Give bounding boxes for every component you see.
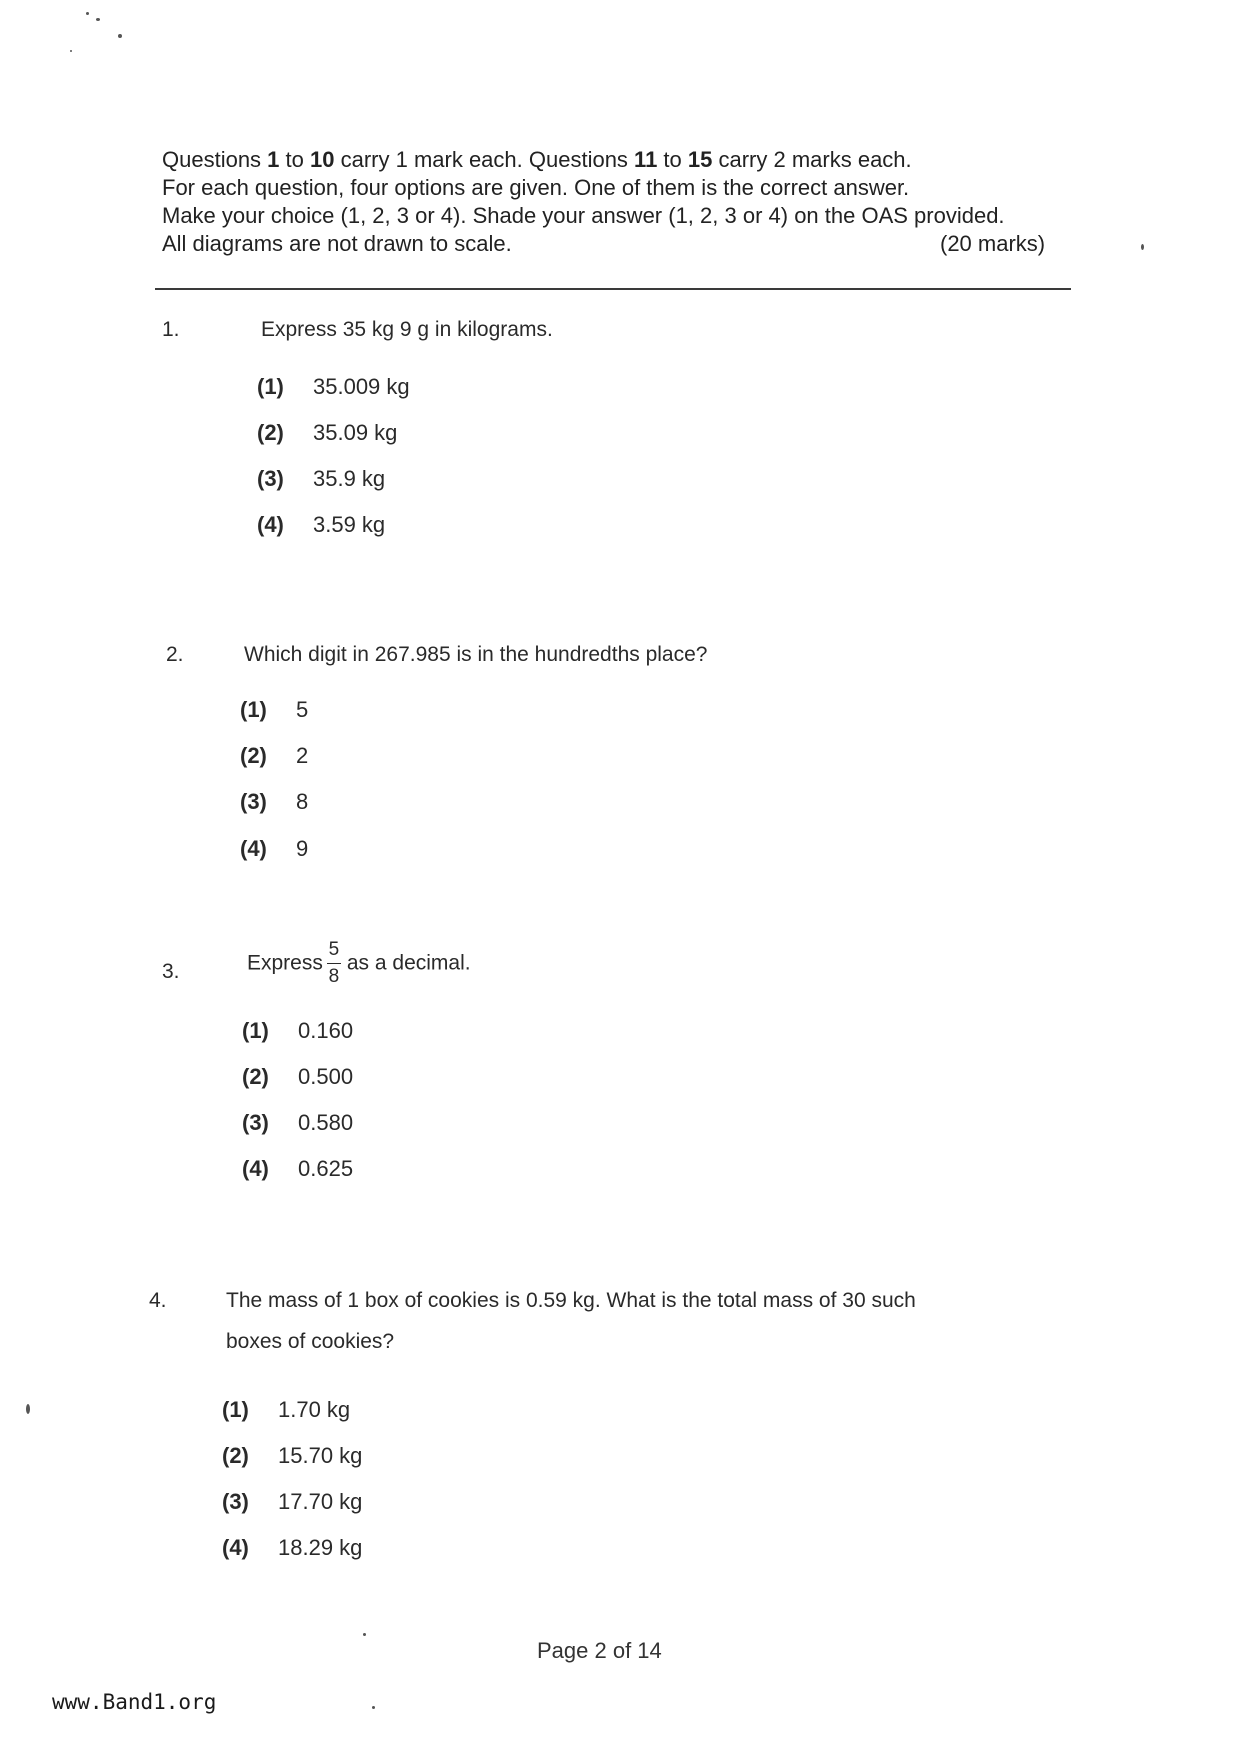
question-number: 2. (166, 643, 184, 666)
option-label: (4) (222, 1535, 249, 1560)
page-number: Page 2 of 14 (537, 1638, 662, 1663)
instr-bold: 15 (687, 147, 713, 172)
answer-option (240, 697, 308, 723)
answer-option (242, 1018, 353, 1044)
option-value: 2 (296, 743, 309, 768)
fraction-denominator: 8 (328, 966, 340, 987)
answer-option (257, 420, 397, 446)
instructions-line-2: For each question, four options are given. One of them is the correct answer. (162, 175, 910, 200)
option-value: 17.70 kg (278, 1489, 363, 1514)
question-text: Express 35 kg 9 g in kilograms. (261, 318, 553, 341)
answer-option (242, 1064, 353, 1090)
option-label: (2) (222, 1443, 249, 1468)
option-value: 18.29 kg (278, 1535, 363, 1560)
option-value: 5 (296, 697, 309, 722)
option-label: (4) (240, 836, 267, 861)
instr-text: Questions (162, 147, 268, 172)
scan-speck (1141, 244, 1144, 250)
option-label: (3) (222, 1489, 249, 1514)
answer-option (257, 512, 385, 538)
answer-option (240, 836, 308, 862)
instr-text: to (279, 147, 310, 172)
question-text-after: as a decimal. (346, 951, 471, 975)
option-value: 0.160 (298, 1018, 354, 1043)
option-label: (2) (242, 1064, 269, 1089)
option-value: 8 (296, 789, 309, 814)
question-text-line-1: The mass of 1 box of cookies is 0.59 kg. What is the total mass of 30 such (226, 1289, 916, 1312)
question-text: Which digit in 267.985 is in the hundredths place? (244, 643, 708, 666)
instructions-line-3: Make your choice (1, 2, 3 or 4). Shade your answer (1, 2, 3 or 4) on the OAS provided. (162, 203, 1005, 228)
answer-option (240, 743, 308, 769)
fraction-numerator: 5 (328, 939, 340, 960)
option-value: 3.59 kg (313, 512, 386, 537)
scan-speck (86, 12, 89, 15)
option-value: 35.9 kg (313, 466, 386, 491)
question-text (247, 940, 471, 987)
instr-bold: 11 (634, 147, 658, 172)
instr-bold: 10 (310, 147, 335, 172)
option-label: (4) (242, 1156, 269, 1181)
instr-text: carry 1 mark each. Questions (334, 147, 635, 172)
scan-speck (363, 1633, 366, 1636)
scan-speck (70, 50, 72, 52)
scan-speck (26, 1404, 30, 1414)
question-text-before: Express (247, 951, 323, 975)
option-value: 35.09 kg (313, 420, 398, 445)
option-label: (1) (257, 374, 284, 399)
answer-option (222, 1535, 362, 1561)
option-label: (3) (240, 789, 267, 814)
answer-option (242, 1110, 353, 1136)
scan-speck (372, 1706, 375, 1709)
answer-option (257, 466, 385, 492)
total-marks: (20 marks) (940, 231, 1046, 256)
instr-bold: 1 (267, 147, 280, 172)
scan-speck (118, 34, 122, 38)
answer-option (222, 1443, 362, 1469)
option-label: (2) (240, 743, 267, 768)
option-value: 15.70 kg (278, 1443, 363, 1468)
option-value: 0.500 (298, 1064, 354, 1089)
scan-speck (96, 18, 100, 21)
fraction (327, 940, 341, 987)
answer-option (240, 789, 308, 815)
instr-text: carry 2 marks each. (712, 147, 912, 172)
answer-option (257, 374, 410, 400)
question-text-line-2: boxes of cookies? (226, 1330, 395, 1353)
website-url[interactable]: www.Band1.org (52, 1690, 217, 1714)
question-number: 4. (149, 1289, 167, 1312)
option-value: 0.580 (298, 1110, 354, 1135)
option-label: (2) (257, 420, 284, 445)
instructions-line-4: All diagrams are not drawn to scale. (162, 231, 512, 256)
divider-rule (155, 288, 1071, 290)
option-label: (3) (242, 1110, 269, 1135)
instructions-line-1 (162, 146, 912, 174)
answer-option (242, 1156, 353, 1182)
option-value: 35.009 kg (313, 374, 410, 399)
option-value: 0.625 (298, 1156, 354, 1181)
option-label: (1) (222, 1397, 249, 1422)
answer-option (222, 1489, 362, 1515)
question-number: 3. (162, 960, 180, 983)
question-number: 1. (162, 318, 180, 341)
instr-text: to (657, 147, 688, 172)
option-label: (1) (240, 697, 267, 722)
option-label: (1) (242, 1018, 269, 1043)
option-label: (4) (257, 512, 284, 537)
option-value: 9 (296, 836, 309, 861)
option-value: 1.70 kg (278, 1397, 351, 1422)
fraction-bar (327, 963, 341, 964)
option-label: (3) (257, 466, 284, 491)
answer-option (222, 1397, 350, 1423)
